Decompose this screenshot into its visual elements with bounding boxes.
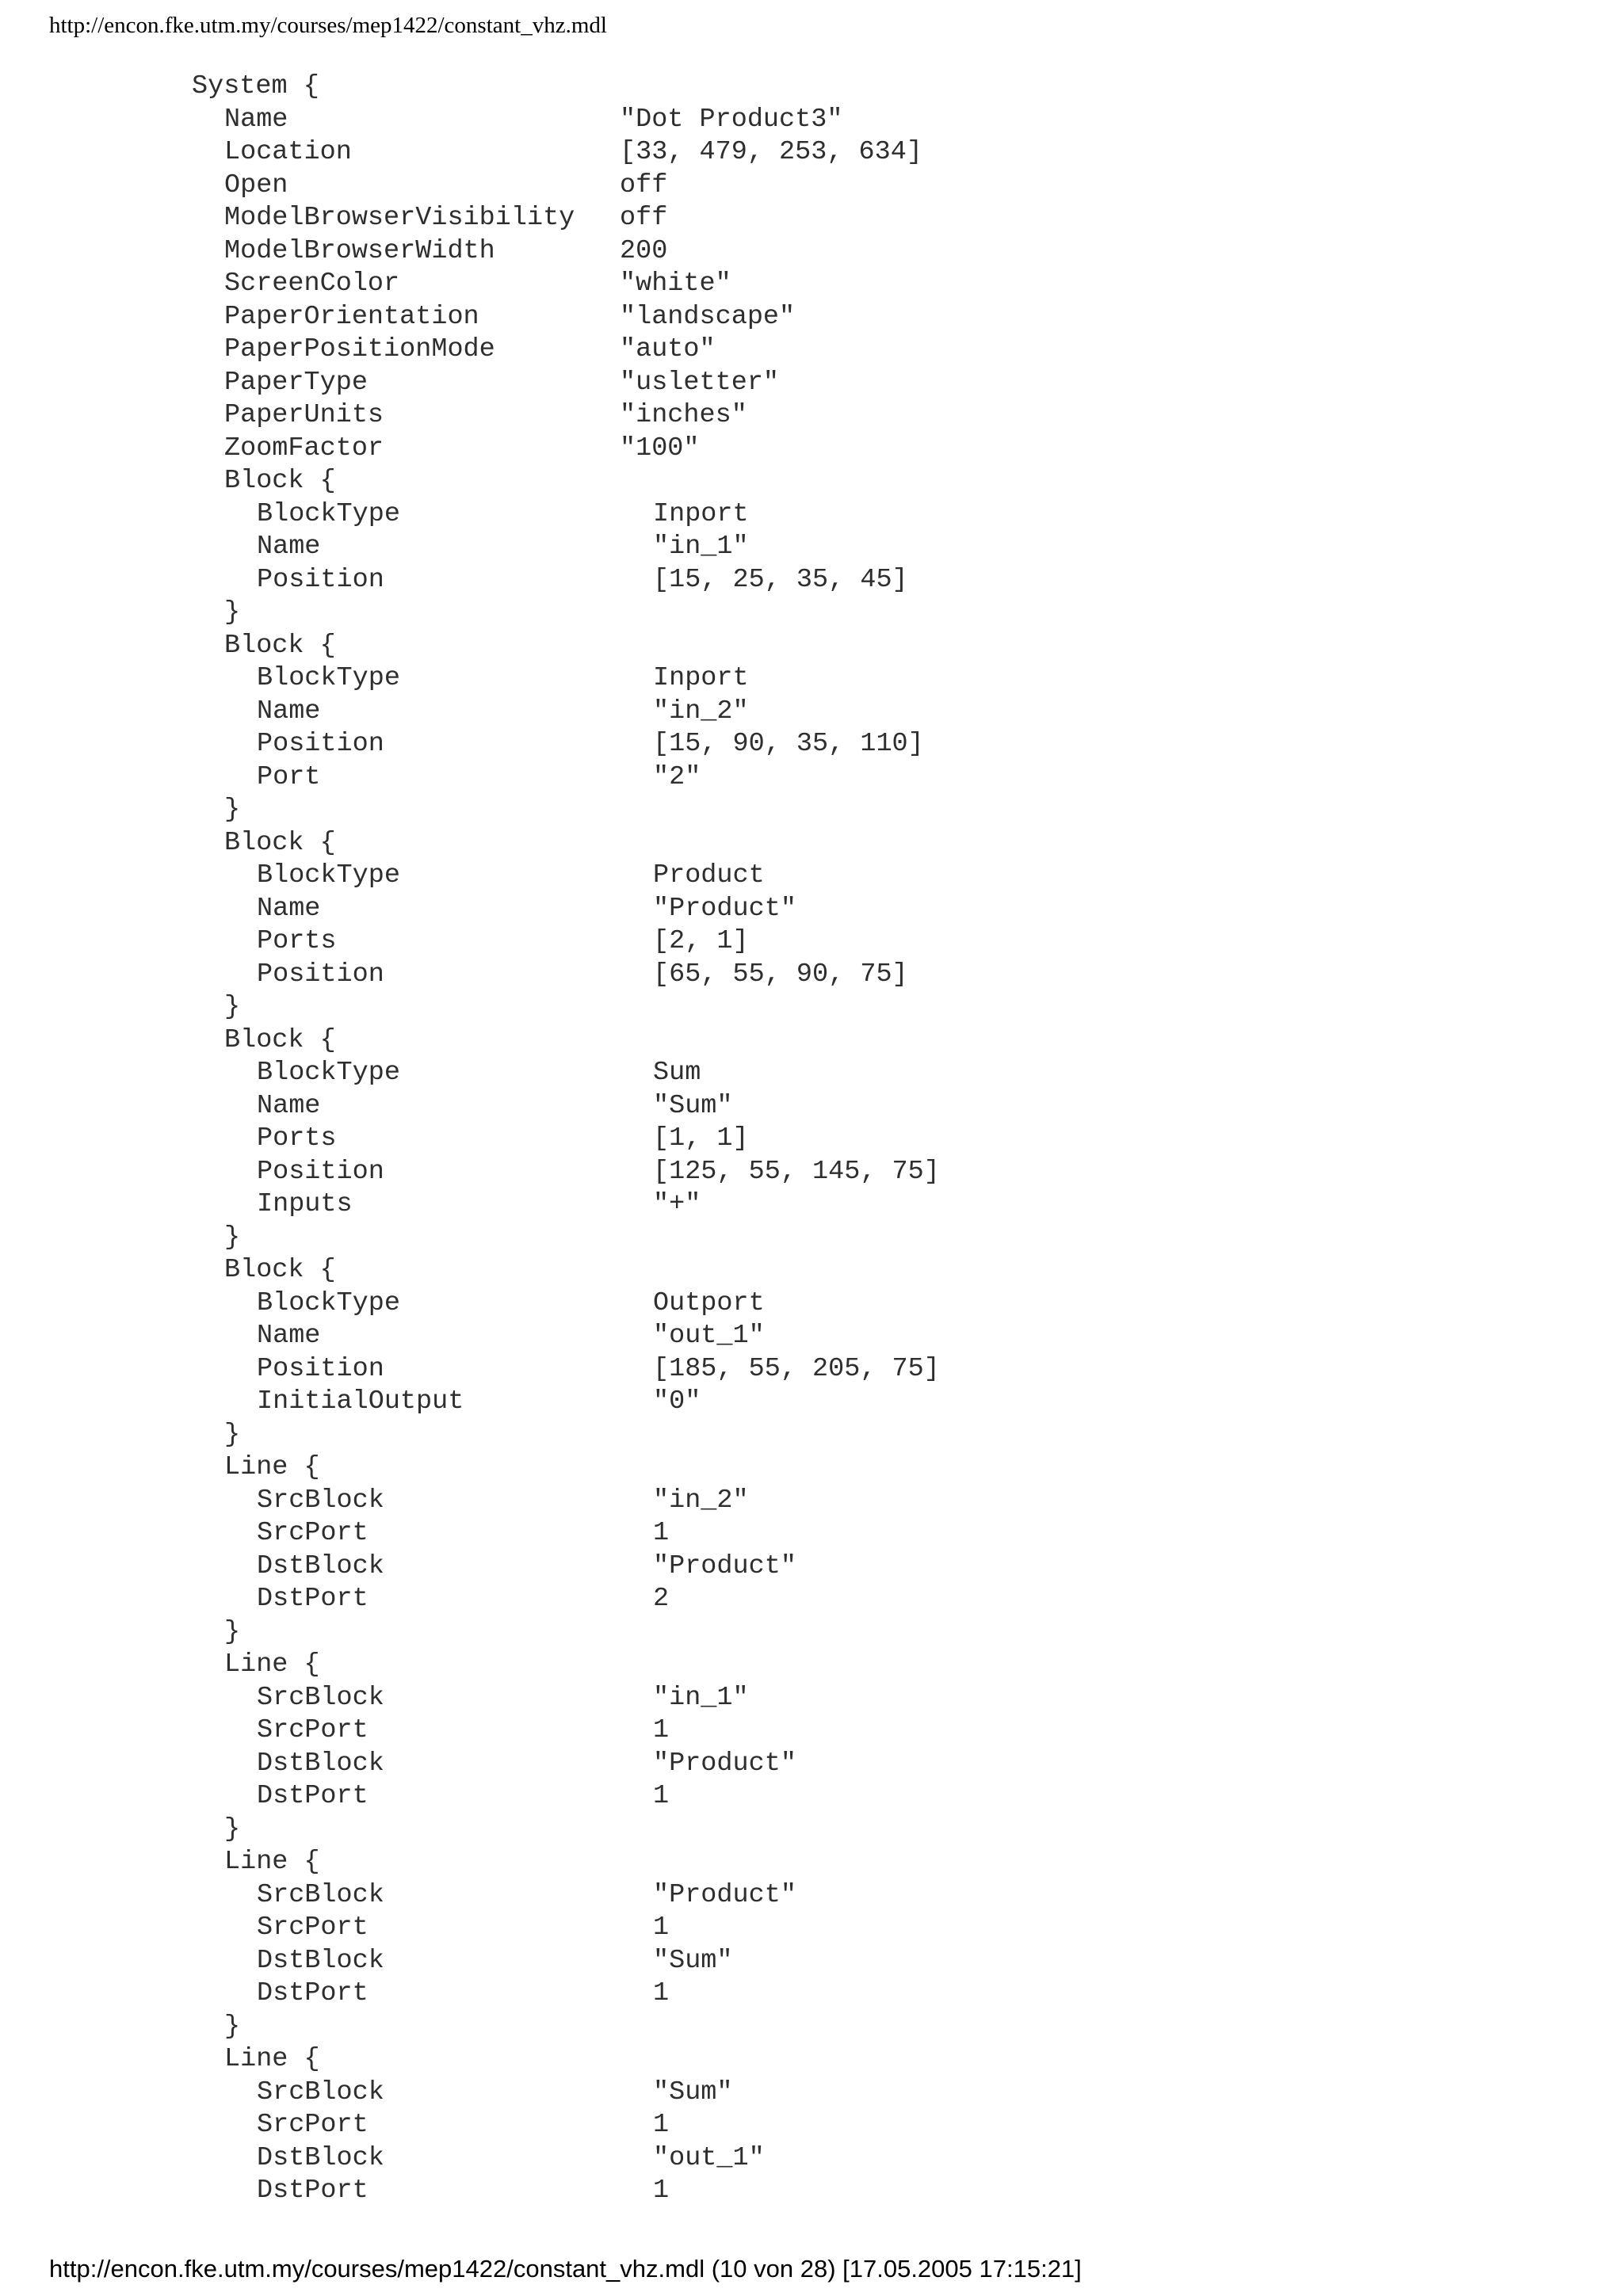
code-key: Inputs [257,1189,353,1219]
code-line [192,1024,1143,1058]
code-key: ZoomFactor [224,433,384,463]
code-line [192,367,1143,400]
code-value: "Sum" [653,1090,733,1121]
code-value: "out_1" [653,2142,765,2173]
code-value: 1 [653,1518,670,1548]
code-line [192,728,1143,761]
code-value: [2, 1] [653,926,749,956]
code-key: BlockType [257,860,400,891]
code-key: Block { [224,827,336,858]
code-key: Ports [257,1123,337,1154]
code-line [192,991,1143,1024]
code-value: off [620,203,668,233]
code-key: SrcPort [257,1913,369,1943]
code-line [192,1287,1143,1321]
code-value: "Product" [653,1879,796,1910]
code-line [192,1254,1143,1287]
code-line [192,465,1143,498]
code-key: Position [257,729,384,759]
code-line [192,170,1143,203]
code-value: [33, 479, 253, 634] [620,137,922,167]
code-line [192,1945,1143,1978]
code-value: "out_1" [653,1321,765,1351]
code-key: DstPort [257,1584,369,1614]
code-key: Port [257,761,321,792]
code-key: } [224,1222,241,1253]
code-line [192,662,1143,696]
code-line [192,1912,1143,1945]
code-key: } [224,1814,241,1844]
code-line [192,1320,1143,1353]
code-line [192,301,1143,334]
code-value: "in_2" [653,696,749,727]
code-key: Name [224,104,288,135]
code-key: Line { [224,1452,320,1482]
code-key: BlockType [257,1287,400,1318]
code-line [192,1978,1143,2011]
code-key: Block { [224,466,336,496]
code-line [192,2043,1143,2077]
code-value: 1 [653,1978,670,2008]
code-value: 1 [653,1913,670,1943]
code-key: ScreenColor [224,269,400,299]
code-line [192,1419,1143,1452]
code-key: SrcBlock [257,1682,384,1713]
code-line [192,893,1143,926]
code-key: SrcPort [257,1518,369,1548]
code-value: "+" [653,1189,701,1219]
code-value: Inport [653,498,749,529]
code-value: "Dot Product3" [620,104,843,135]
code-line [192,433,1143,466]
code-key: Block { [224,1255,336,1285]
code-line [192,1550,1143,1584]
code-key: Ports [257,926,337,956]
code-value: "auto" [620,334,716,364]
code-line [192,761,1143,795]
code-key: SrcBlock [257,1879,384,1910]
code-key: Line { [224,1650,320,1680]
code-value: Product [653,860,765,891]
code-value: 1 [653,2110,670,2140]
code-line [192,1616,1143,1650]
code-key: } [224,1419,241,1450]
code-key: Name [257,1090,321,1121]
code-line [192,2142,1143,2176]
code-value: "100" [620,433,700,463]
code-line [192,399,1143,433]
code-key: BlockType [257,1058,400,1088]
code-line [192,1057,1143,1090]
code-key: SrcBlock [257,1485,384,1516]
code-value: "2" [653,761,701,792]
code-line [192,959,1143,992]
code-line [192,925,1143,959]
code-key: Position [257,1156,384,1187]
code-line [192,1879,1143,1913]
code-key: } [224,597,241,627]
code-key: Name [257,1321,321,1351]
code-key: Name [257,893,321,924]
code-key: SrcPort [257,2110,369,2140]
code-key: Position [257,959,384,990]
code-line [192,1583,1143,1616]
code-line [192,531,1143,564]
code-line [192,1485,1143,1518]
code-line [192,202,1143,235]
code-line [192,498,1143,532]
code-key: System { [192,71,319,101]
code-key: Open [224,170,288,200]
code-value: "Product" [653,1748,796,1779]
code-value: "Product" [653,893,796,924]
code-value: [15, 25, 35, 45] [653,564,908,595]
code-value: "0" [653,1386,701,1417]
code-line [192,597,1143,630]
code-key: } [224,795,241,825]
code-value: 200 [620,235,668,266]
code-key: DstBlock [257,1945,384,1976]
code-key: } [224,992,241,1022]
code-key: } [224,1616,241,1647]
code-line [192,1386,1143,1419]
code-value: "Sum" [653,2077,733,2107]
code-line [192,827,1143,860]
code-line [192,2011,1143,2044]
code-line [192,564,1143,597]
code-value: 1 [653,2176,670,2206]
code-key: ModelBrowserVisibility [224,203,575,233]
code-key: Position [257,564,384,595]
code-line [192,1123,1143,1156]
code-value: Inport [653,663,749,693]
code-value: 1 [653,1715,670,1745]
code-key: DstBlock [257,1550,384,1581]
code-value: [125, 55, 145, 75] [653,1156,940,1187]
code-line [192,1748,1143,1781]
code-key: Name [257,696,321,727]
code-value: [65, 55, 90, 75] [653,959,908,990]
code-key: } [224,2011,241,2042]
code-key: InitialOutput [257,1386,464,1417]
code-line [192,1682,1143,1715]
code-key: Line { [224,2044,320,2074]
mdl-code-listing [192,71,1143,2208]
code-line [192,1353,1143,1386]
code-line [192,1222,1143,1255]
code-key: ModelBrowserWidth [224,235,495,266]
code-value: Sum [653,1058,701,1088]
code-value: "in_1" [653,1682,749,1713]
code-value: [1, 1] [653,1123,749,1154]
page-header-url: http://encon.fke.utm.my/courses/mep1422/constant_vhz.mdl [49,13,607,38]
code-value: [15, 90, 35, 110] [653,729,924,759]
code-line [192,1814,1143,1847]
code-line [192,235,1143,269]
code-key: PaperUnits [224,400,384,430]
code-value: [185, 55, 205, 75] [653,1353,940,1384]
code-line [192,1649,1143,1682]
code-line [192,1156,1143,1189]
code-key: PaperType [224,367,368,398]
code-key: BlockType [257,498,400,529]
page-footer: http://encon.fke.utm.my/courses/mep1422/constant_vhz.mdl (10 von 28) [17.05.2005 17:15:21] [49,2255,1082,2283]
code-value: 1 [653,1781,670,1811]
code-value: "landscape" [620,301,796,332]
code-line [192,1188,1143,1222]
code-value: "usletter" [620,367,780,398]
code-key: DstBlock [257,1748,384,1779]
code-key: SrcBlock [257,2077,384,2107]
code-line [192,1780,1143,1814]
code-line [192,860,1143,893]
code-line [192,1090,1143,1123]
code-value: 2 [653,1584,670,1614]
code-key: Block { [224,1024,336,1055]
code-line [192,1714,1143,1748]
code-key: DstPort [257,2176,369,2206]
code-line [192,1846,1143,1879]
code-line [192,2109,1143,2142]
code-value: "inches" [620,400,747,430]
code-line [192,334,1143,367]
code-key: PaperPositionMode [224,334,495,364]
code-value: "in_1" [653,532,749,562]
code-line [192,136,1143,170]
code-line [192,1517,1143,1550]
code-key: PaperOrientation [224,301,479,332]
code-line [192,268,1143,301]
code-line [192,1451,1143,1485]
code-key: DstBlock [257,2142,384,2173]
code-key: DstPort [257,1978,369,2008]
code-key: Block { [224,630,336,661]
code-line [192,2077,1143,2110]
code-key: Line { [224,1847,320,1877]
code-line [192,794,1143,827]
code-value: "in_2" [653,1485,749,1516]
code-line [192,104,1143,137]
code-value: "Sum" [653,1945,733,1976]
code-line [192,2175,1143,2208]
code-key: Name [257,532,321,562]
code-key: BlockType [257,663,400,693]
code-key: SrcPort [257,1715,369,1745]
code-value: off [620,170,668,200]
code-line [192,71,1143,104]
code-key: Location [224,137,352,167]
code-key: Position [257,1353,384,1384]
code-value: "white" [620,269,731,299]
code-line [192,630,1143,663]
code-line [192,696,1143,729]
code-value: Outport [653,1287,765,1318]
code-value: "Product" [653,1550,796,1581]
code-key: DstPort [257,1781,369,1811]
